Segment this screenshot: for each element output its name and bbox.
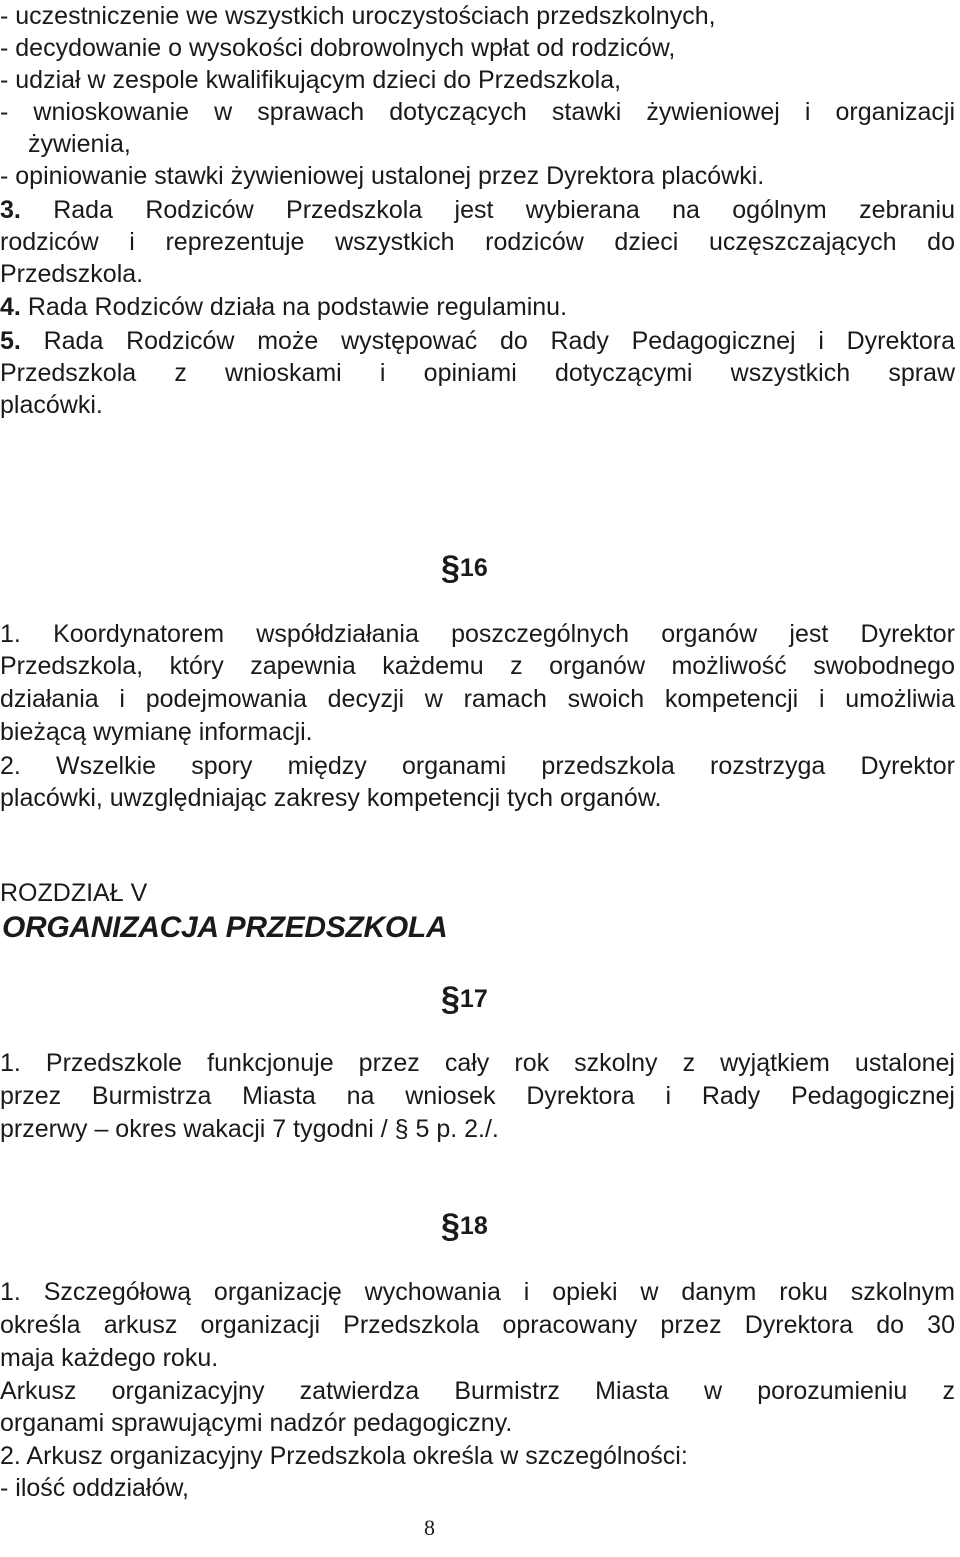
section-16-line-3: działania i podejmowania decyzji w ramach swoich kompetencji i umożliwia [0,685,955,713]
section-17-number: 17 [459,985,488,1013]
section-18-line-5: organami sprawującymi nadzór pedagogiczny. [0,1409,513,1437]
paragraph-5-line-3: placówki. [0,391,103,419]
section-18-line-7: - ilość oddziałów, [0,1474,189,1502]
section-16-line-4: bieżącą wymianę informacji. [0,718,313,746]
section-18-line-2: określa arkusz organizacji Przedszkola opracowany przez Dyrektora do 30 [0,1311,955,1339]
list-item-contributions: - decydowanie o wysokości dobrowolnych wpłat od rodziców, [0,34,676,62]
section-16-line-2: Przedszkola, który zapewnia każdemu z organów możliwość swobodnego [0,652,955,680]
section-sign-icon: § [441,1207,460,1245]
section-16-line-6: placówki, uwzględniając zakresy kompetencji tych organów. [0,784,662,812]
paragraph-5-line-1 [0,325,955,358]
paragraph-3-number: 3. [0,196,21,224]
chapter-title: ORGANIZACJA PRZEDSZKOLA [2,911,448,944]
page-number: 8 [424,1515,435,1540]
section-18-line-1: 1. Szczegółową organizację wychowania i opieki w danym roku szkolnym [0,1278,955,1306]
section-sign-icon: § [441,549,460,587]
section-18-number: 18 [459,1212,488,1240]
section-18-line-6: 2. Arkusz organizacyjny Przedszkola określa w szczególności: [0,1442,688,1470]
paragraph-4-number: 4. [0,293,21,321]
paragraph-3-line-3: Przedszkola. [0,260,144,288]
list-item-ceremonies: - uczestniczenie we wszystkich uroczystościach przedszkolnych, [0,2,716,30]
list-item-food-rate-request: - wnioskowanie w sprawach dotyczących stawki żywieniowej i organizacji [0,98,955,126]
list-item-food-rate-opinion: - opiniowanie stawki żywieniowej ustalonej przez Dyrektora placówki. [0,162,765,190]
paragraph-3-line-2: rodziców i reprezentuje wszystkich rodziców dzieci uczęszczających do [0,228,955,256]
paragraph-5-number: 5. [0,327,21,355]
section-17-line-2: przez Burmistrza Miasta na wniosek Dyrektora i Rady Pedagogicznej [0,1082,955,1110]
section-18-line-3: maja każdego roku. [0,1344,219,1372]
section-sign-inline-icon: § [394,1115,409,1143]
paragraph-4-text: Rada Rodziców działa na podstawie regulaminu. [27,293,568,321]
section-16-heading [441,549,488,587]
section-17-line-3-ref: 5 p. 2./. [415,1115,499,1143]
section-17-line-3-text: przerwy – okres wakacji 7 tygodni / [0,1115,388,1143]
section-16-line-5: 2. Wszelkie spory między organami przedszkola rozstrzyga Dyrektor [0,752,955,780]
paragraph-4 [0,291,567,324]
paragraph-3-text-1: Rada Rodziców Przedszkola jest wybierana na ogólnym zebraniu [53,196,955,224]
section-18-heading [441,1207,488,1245]
paragraph-5-text-1: Rada Rodziców może występować do Rady Pedagogicznej i Dyrektora [43,327,955,355]
section-17-heading [441,980,488,1018]
list-item-food-rate-request-cont: żywienia, [28,130,131,158]
paragraph-5-line-2: Przedszkola z wnioskami i opiniami dotyczącymi wszystkich spraw [0,359,955,387]
list-item-qualifying-team: - udział w zespole kwalifikującym dzieci do Przedszkola, [0,66,622,94]
section-17-line-3 [0,1113,499,1146]
chapter-label: ROZDZIAŁ V [0,879,148,907]
section-16-line-1: 1. Koordynatorem współdziałania poszczególnych organów jest Dyrektor [0,620,955,648]
section-sign-icon: § [441,980,460,1018]
section-16-number: 16 [459,554,488,582]
section-18-line-4: Arkusz organizacyjny zatwierdza Burmistrz Miasta w porozumieniu z [0,1377,955,1405]
paragraph-3-line-1 [0,194,955,227]
section-17-line-1: 1. Przedszkole funkcjonuje przez cały rok szkolny z wyjątkiem ustalonej [0,1049,955,1077]
